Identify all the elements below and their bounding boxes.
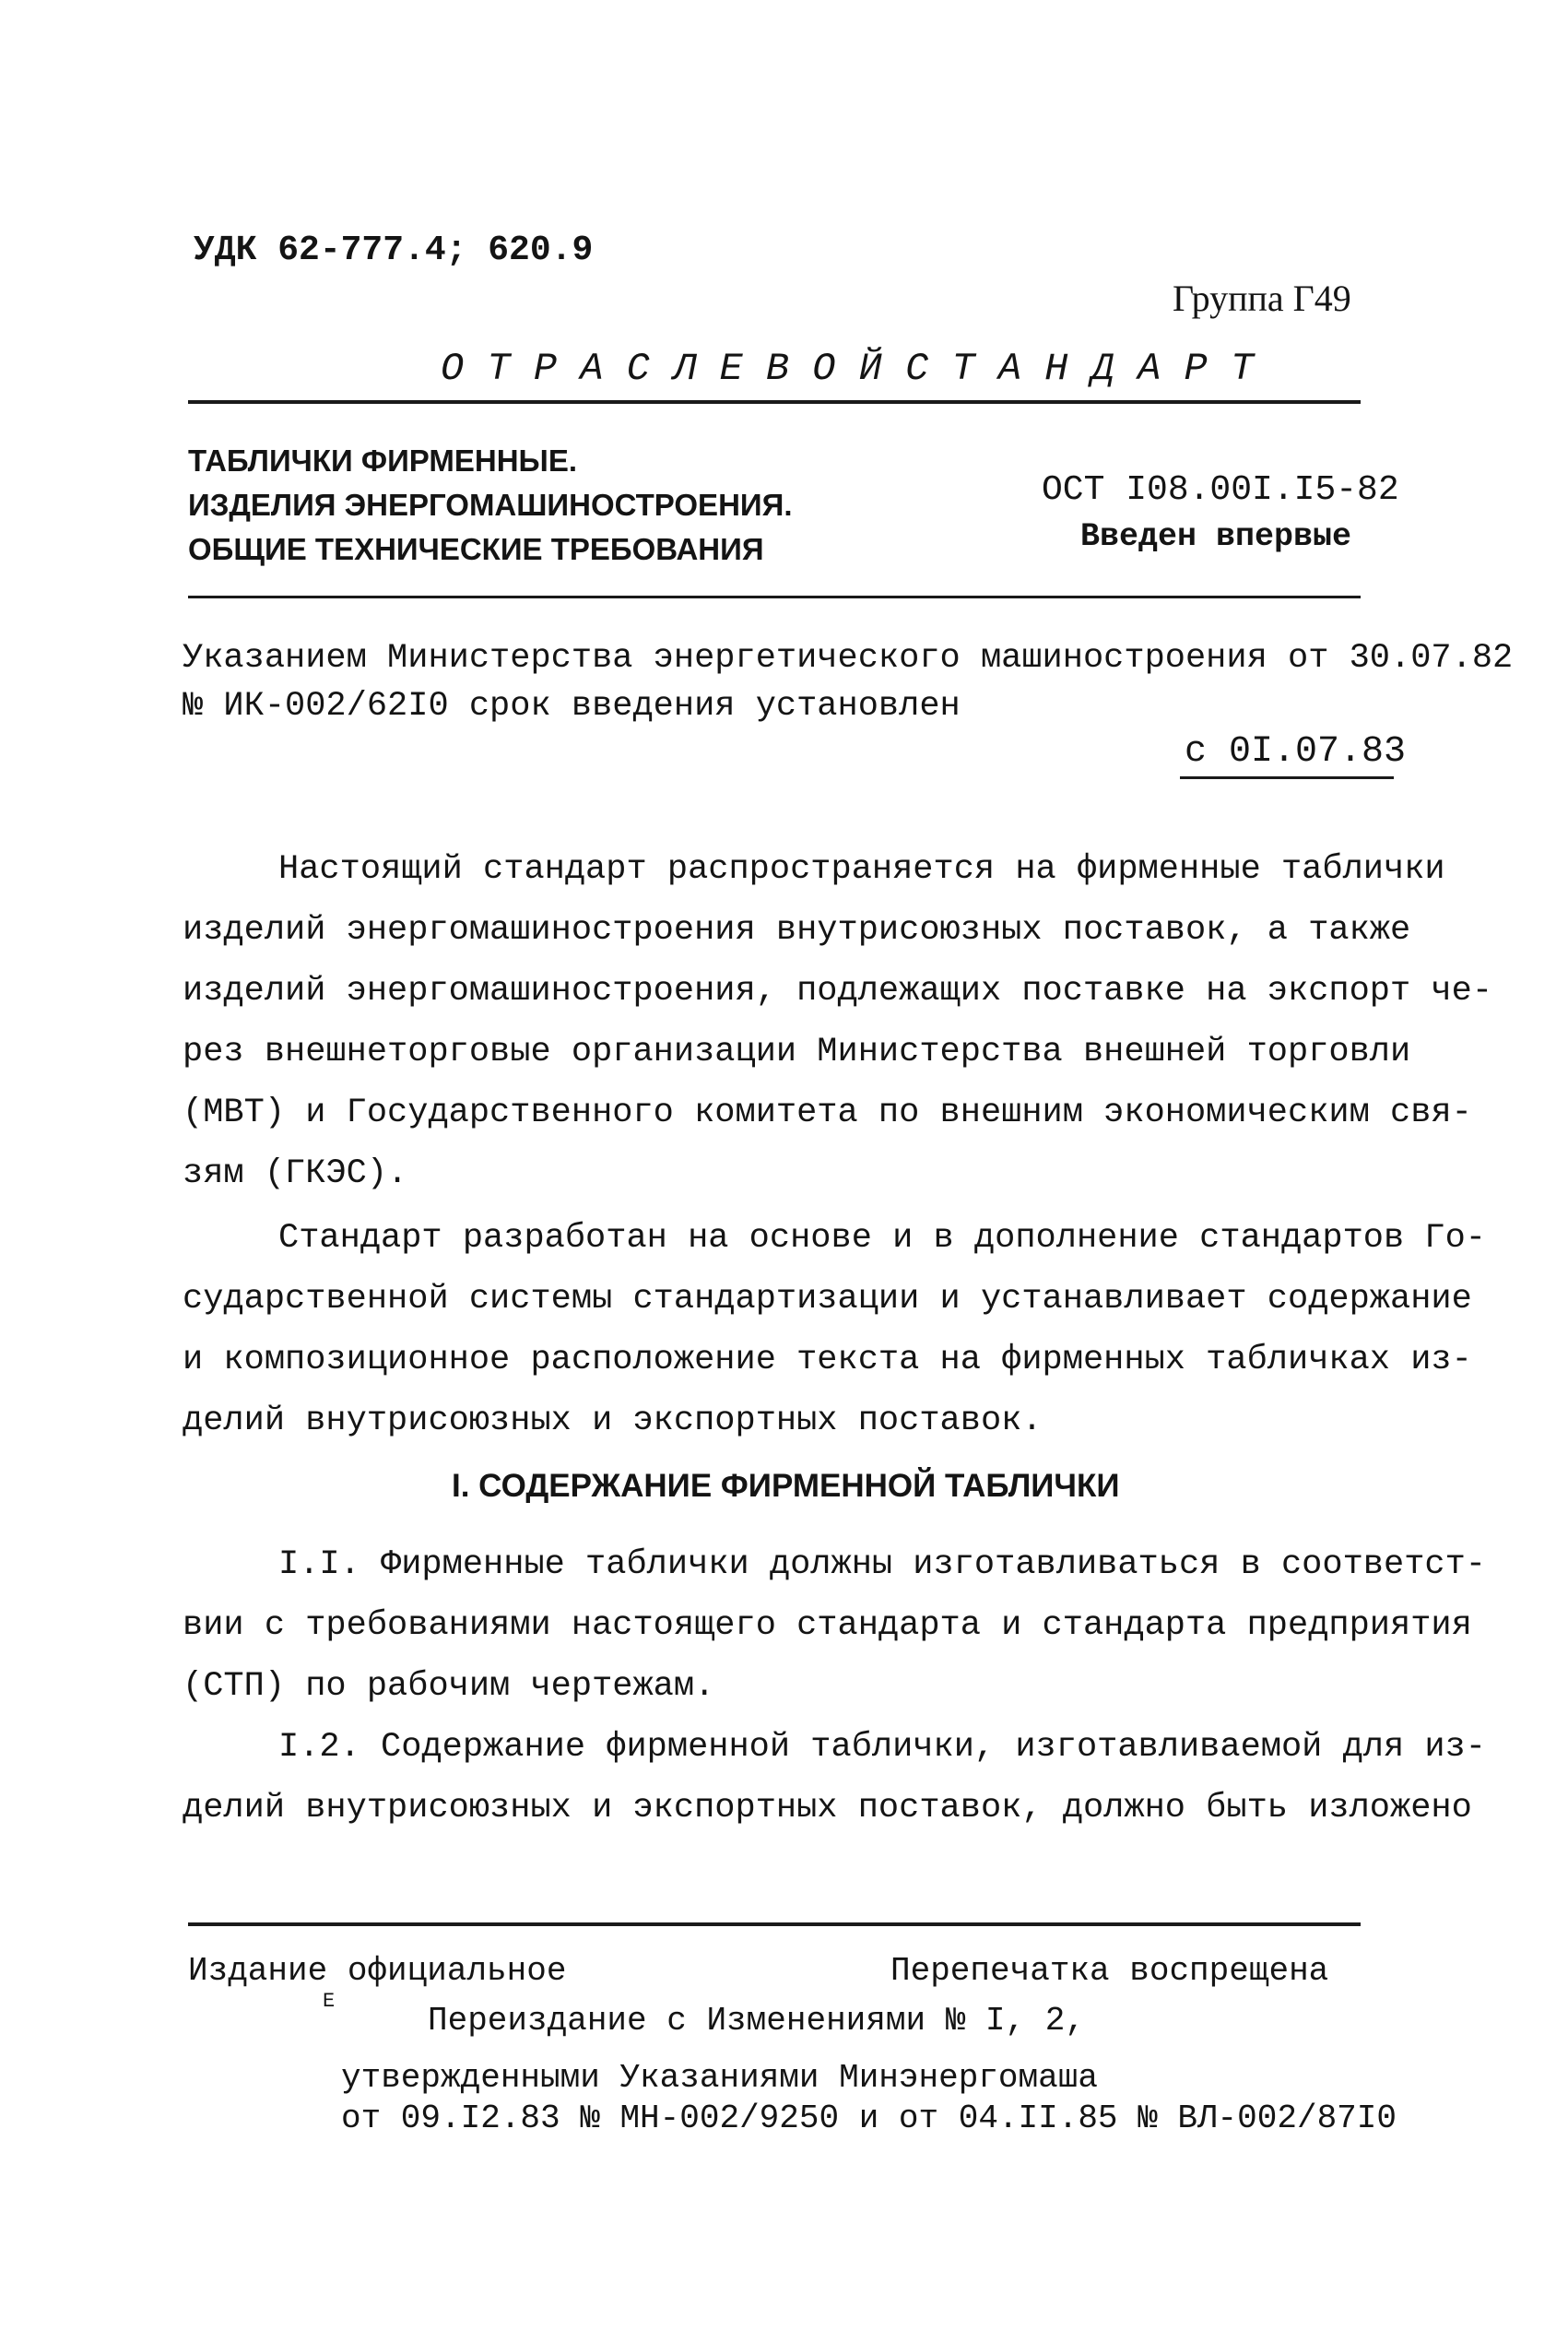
- reprint-notice: Перепечатка воспрещена: [890, 1952, 1329, 1990]
- title-rule: [188, 596, 1361, 598]
- title-line-2: ИЗДЕЛИЯ ЭНЕРГОМАШИНОСТРОЕНИЯ.: [188, 488, 793, 522]
- approval-note: утвержденными Указаниями Минэнергомаша: [341, 2059, 1098, 2097]
- text-line: Настоящий стандарт распространяется на фирменные таблички: [278, 850, 1445, 889]
- date-underline: [1180, 776, 1394, 779]
- text-line: вии с требованиями настоящего стандарта и стандарта предприятия: [183, 1606, 1472, 1645]
- decree-line-1: Указанием Министерства энергетического машиностроения от 30.07.82: [183, 639, 1514, 678]
- footer-rule: [188, 1922, 1361, 1926]
- decree-line-2: № ИК-002/62I0 срок введения установлен: [183, 687, 961, 726]
- text-line: сударственной системы стандартизации и устанавливает содержание: [183, 1280, 1472, 1319]
- title-line-3: ОБЩИЕ ТЕХНИЧЕСКИЕ ТРЕБОВАНИЯ: [188, 532, 764, 566]
- approval-dates: от 09.I2.83 № МН-002/9250 и от 04.II.85 № ВЛ-002/87I0: [341, 2099, 1397, 2137]
- top-rule: [188, 400, 1361, 404]
- clause-1-2: [183, 1717, 1486, 1839]
- introduced-note: Введен впервые: [1080, 518, 1352, 555]
- text-line: I.I. Фирменные таблички должны изготавливаться в соответст-: [278, 1545, 1487, 1584]
- text-line: изделий энергомашиностроения, подлежащих поставке на экспорт че-: [183, 972, 1493, 1011]
- scope-paragraph: [183, 1208, 1486, 1451]
- text-line: Стандарт разработан на основе и в дополнение стандартов Го-: [278, 1219, 1487, 1258]
- text-line: изделий энергомашиностроения внутрисоюзных поставок, а также: [183, 911, 1411, 950]
- text-line: зям (ГКЭС).: [183, 1154, 408, 1193]
- text-line: I.2. Содержание фирменной таблички, изготавливаемой для из-: [278, 1728, 1487, 1767]
- group-code: Группа Г49: [1173, 278, 1351, 319]
- text-line: делий внутрисоюзных и экспортных поставок.: [183, 1402, 1043, 1440]
- text-line: рез внешнеторговые организации Министерства внешней торговли: [183, 1033, 1411, 1071]
- clause-1-1: [183, 1534, 1486, 1717]
- text-line: и композиционное расположение текста на фирменных табличках из-: [183, 1341, 1472, 1379]
- intro-paragraph: [183, 839, 1492, 1204]
- text-line: делий внутрисоюзных и экспортных поставок, должно быть изложено: [183, 1789, 1472, 1827]
- text-line: (СТП) по рабочим чертежам.: [183, 1667, 715, 1706]
- effective-date: с 0I.07.83: [1185, 731, 1407, 773]
- standard-designation: ОСТ I08.00I.I5-82: [1042, 470, 1399, 510]
- udc-code: УДК 62-777.4; 620.9: [194, 231, 594, 270]
- edition-mark: Е: [323, 1990, 336, 2013]
- standard-type-heading: О Т Р А С Л Е В О Й С Т А Н Д А Р Т: [441, 347, 1255, 391]
- edition-label: Издание официальное: [188, 1952, 567, 1990]
- reissue-note: Переиздание с Изменениями № I, 2,: [428, 2002, 1085, 2040]
- text-line: (МВТ) и Государственного комитета по внешним экономическим свя-: [183, 1094, 1472, 1132]
- title-line-1: ТАБЛИЧКИ ФИРМЕННЫЕ.: [188, 444, 578, 478]
- section-title: I. СОДЕРЖАНИЕ ФИРМЕННОЙ ТАБЛИЧКИ: [452, 1468, 1120, 1504]
